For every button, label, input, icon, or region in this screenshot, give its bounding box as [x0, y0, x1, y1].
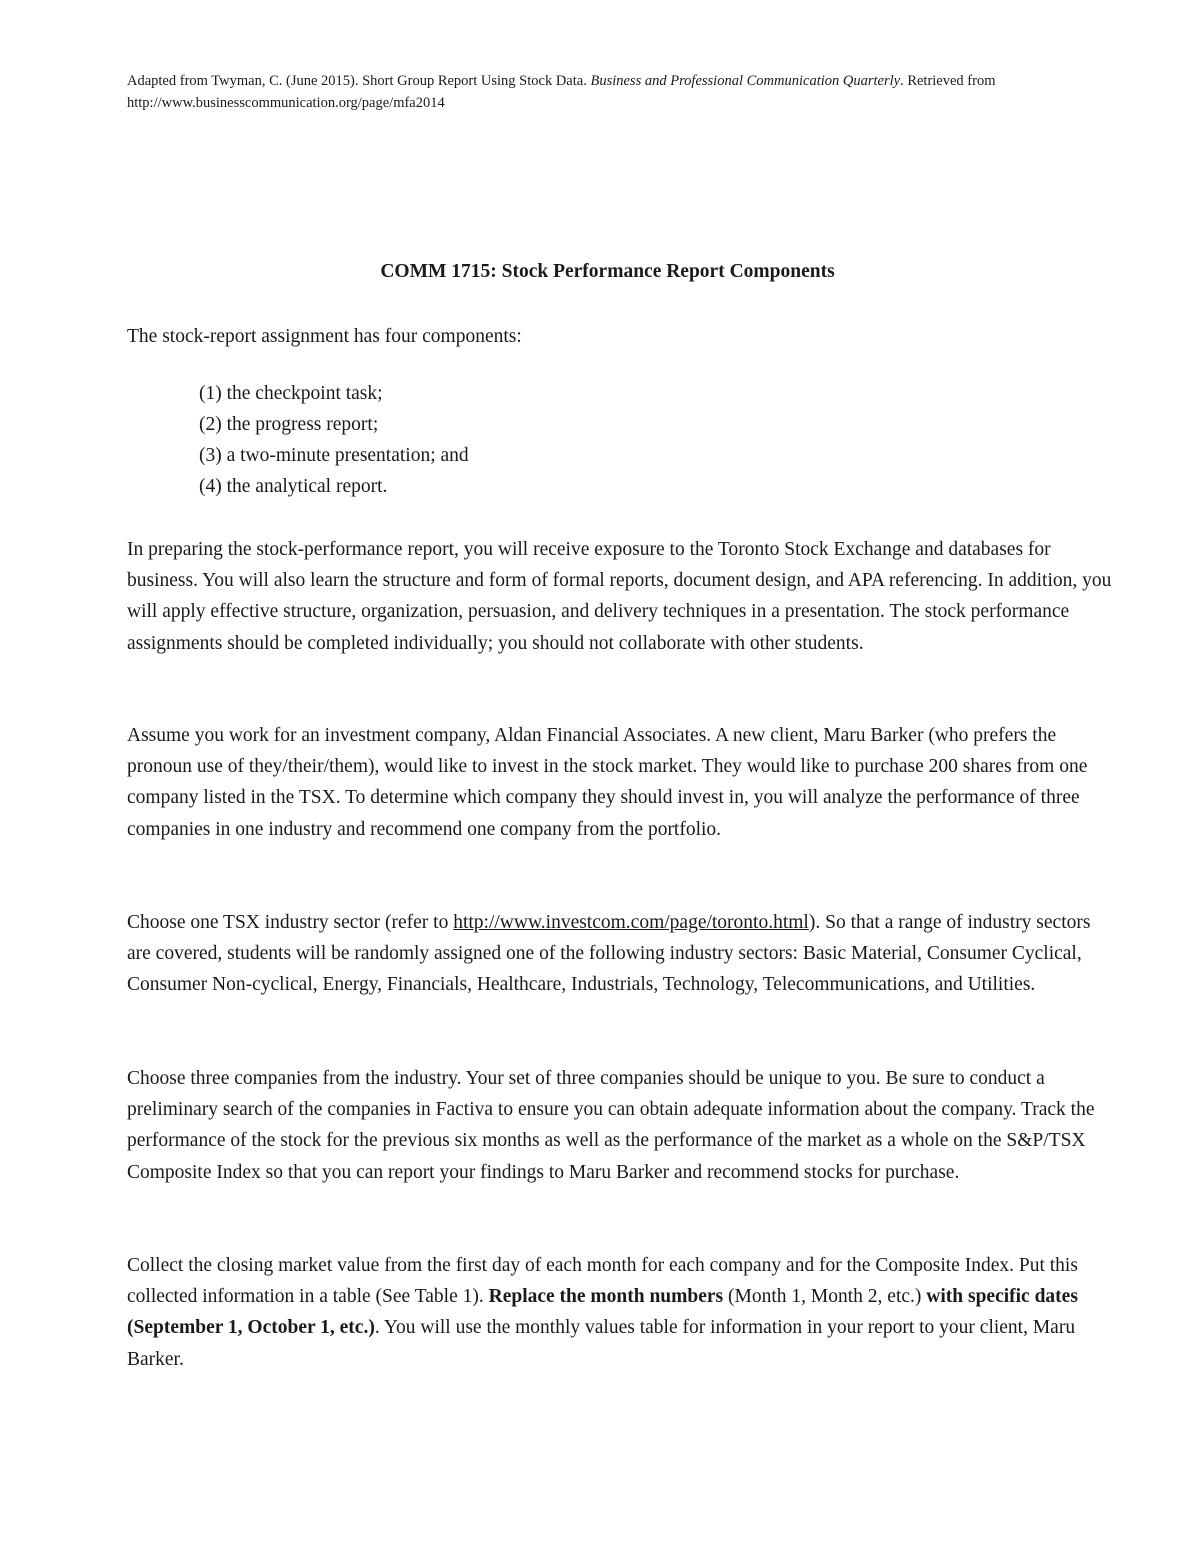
- collect-text-3: . You will use the monthly values table for information in your report to your client, Maru Barker.: [127, 1317, 1076, 1370]
- source-citation: [127, 70, 1087, 114]
- sector-text-end: ). So that a range of industry sectors are covered, students will be randomly assigned one of the following industry sectors: Basic Material, Consumer Cyclical, Consumer Non-cyclical, Energy, Financials, Healthcare, Industrials, Technology, Telecommunications, and Utilities.: [127, 912, 1091, 996]
- sector-text-start: Choose one TSX industry sector (refer to: [127, 912, 454, 933]
- intro-text: The stock-report assignment has four components:: [127, 326, 522, 347]
- paragraph-collect: [127, 1250, 1112, 1375]
- citation-text: Adapted from Twyman, C. (June 2015). Short Group Report Using Stock Data.: [127, 73, 591, 89]
- list-item: (1) the checkpoint task;: [199, 383, 383, 404]
- document-title: COMM 1715: Stock Performance Report Components: [380, 261, 835, 282]
- investcom-link[interactable]: http://www.investcom.com/page/toronto.html: [453, 912, 809, 933]
- collect-text-1: Collect the closing market value from the first day of each month for each company and for the Composite Index. Put this collected information in a table (See Table 1).: [127, 1255, 1078, 1308]
- paragraph-overview: In preparing the stock-performance report, you will receive exposure to the Toronto Stock Exchange and databases for business. You will also learn the structure and form of formal reports, document design, and APA referencing. In addition, you will apply effective structure, organization, persuasion, and delivery techniques in a presentation. The stock performance assignments should be completed individually; you should not collaborate with other students.: [127, 539, 1112, 654]
- collect-text-2: (Month 1, Month 2, etc.): [723, 1286, 927, 1308]
- citation-retrieved: . Retrieved from http://www.businesscommunication.org/page/mfa2014: [127, 73, 996, 111]
- collect-bold-2: with specific dates (September 1, October 1, etc.): [127, 1286, 1078, 1339]
- list-item: (2) the progress report;: [199, 414, 379, 435]
- citation-journal: Business and Professional Communication Quarterly: [590, 73, 901, 89]
- list-item: (3) a two-minute presentation; and: [199, 445, 469, 466]
- component-list: [199, 378, 469, 502]
- paragraph-scenario: Assume you work for an investment company, Aldan Financial Associates. A new client, Maru Barker (who prefers the pronoun use of they/their/them), would like to invest in the stock market. They would like to purchase 200 shares from one company listed in the TSX. To determine which company they should invest in, you will analyze the performance of three companies in one industry and recommend one company from the portfolio.: [127, 725, 1088, 840]
- list-item: (4) the analytical report.: [199, 476, 388, 497]
- paragraph-companies: Choose three companies from the industry. Your set of three companies should be unique to you. Be sure to conduct a preliminary search of the companies in Factiva to ensure you can obtain adequate information about the company. Track the performance of the stock for the previous six months as well as the performance of the market as a whole on the S&P/TSX Composite Index so that you can report your findings to Maru Barker and recommend stocks for purchase.: [127, 1068, 1095, 1183]
- collect-bold-1: Replace the month numbers: [488, 1286, 724, 1308]
- paragraph-sector: [127, 907, 1112, 1001]
